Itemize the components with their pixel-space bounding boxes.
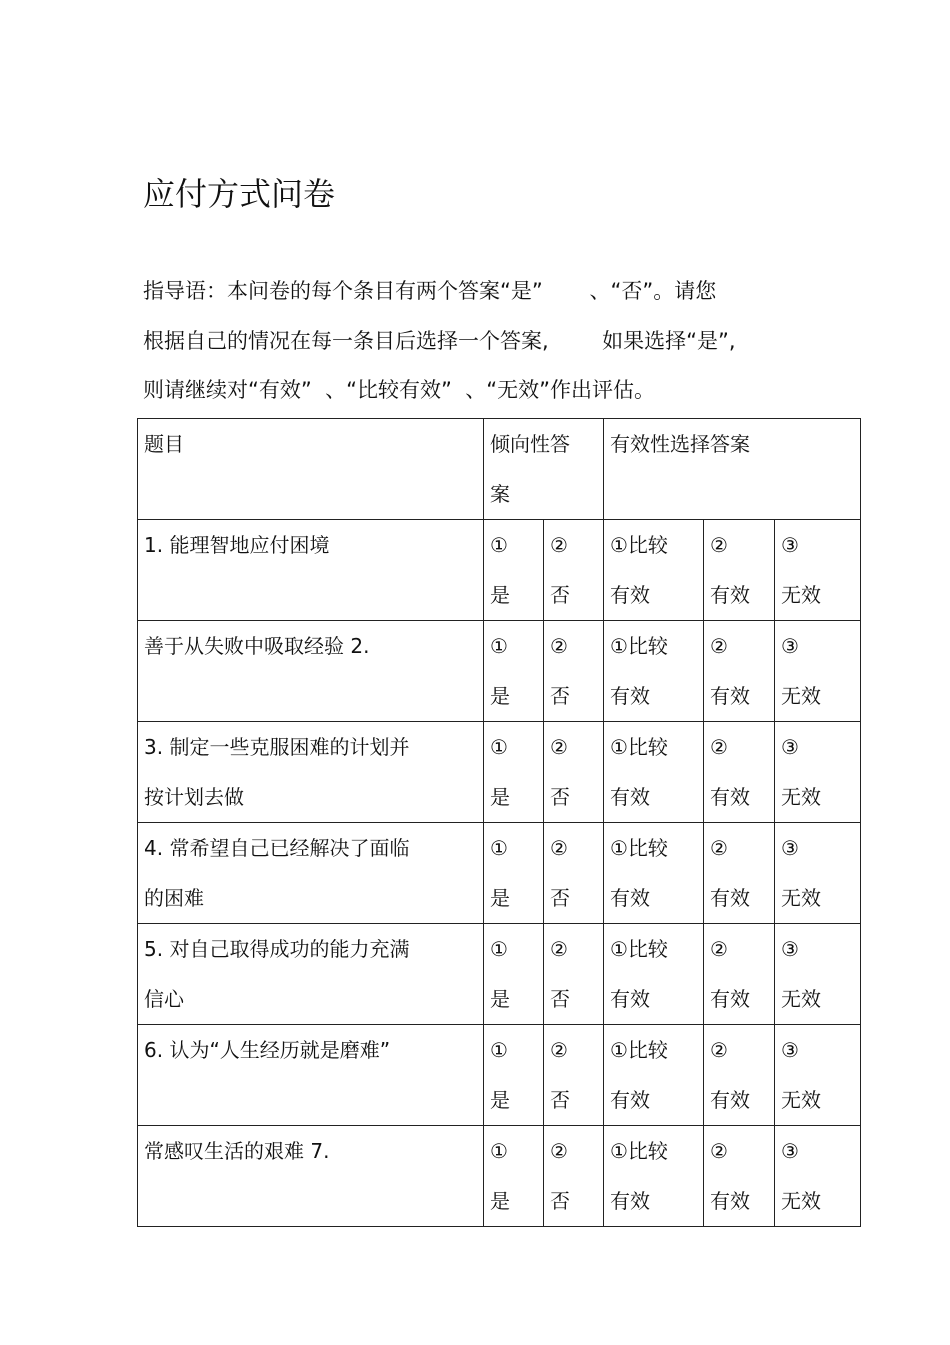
option-label: ② (710, 1139, 728, 1163)
option-yes-cell[interactable] (484, 1025, 544, 1126)
option-label: ③ (781, 1038, 799, 1062)
option-label: 是 (490, 1189, 510, 1213)
option-label: 有效 (710, 987, 750, 1011)
option-yes-cell[interactable] (484, 924, 544, 1025)
option-label: 是 (490, 583, 510, 607)
option-label: 有效 (710, 1189, 750, 1213)
option-more-effective-cell[interactable] (604, 520, 704, 621)
option-effective-cell[interactable] (704, 621, 775, 722)
option-effective-cell[interactable] (704, 924, 775, 1025)
option-yes-cell[interactable] (484, 520, 544, 621)
option-effective-cell[interactable] (704, 1025, 775, 1126)
header-item: 题目 (138, 419, 484, 520)
option-more-effective-cell[interactable] (604, 1025, 704, 1126)
option-label: ①比较 (610, 735, 668, 759)
option-label: ② (710, 634, 728, 658)
option-label: 有效 (610, 987, 650, 1011)
table-row (138, 924, 861, 1025)
option-label: ① (490, 937, 508, 961)
option-effective-cell[interactable] (704, 520, 775, 621)
option-ineffective-cell[interactable] (775, 823, 861, 924)
option-yes-cell[interactable] (484, 621, 544, 722)
option-label: ② (710, 735, 728, 759)
option-no-cell[interactable] (544, 621, 604, 722)
table-row (138, 1126, 861, 1227)
option-label: 有效 (610, 1189, 650, 1213)
option-effective-cell[interactable] (704, 1126, 775, 1227)
option-label: ①比较 (610, 1139, 668, 1163)
option-label: ③ (781, 533, 799, 557)
option-label: 有效 (610, 583, 650, 607)
question-cell (138, 722, 484, 823)
option-label: ① (490, 634, 508, 658)
option-label: ①比较 (610, 634, 668, 658)
option-label: 否 (550, 1088, 570, 1112)
option-label: 是 (490, 987, 510, 1011)
question-cell (138, 924, 484, 1025)
questionnaire-table (137, 418, 861, 1227)
question-text: 5. 对自己取得成功的能力充满 (144, 937, 410, 961)
option-label: ③ (781, 1139, 799, 1163)
option-effective-cell[interactable] (704, 823, 775, 924)
option-label: ② (710, 533, 728, 557)
option-label: 无效 (781, 1189, 821, 1213)
option-label: ①比较 (610, 1038, 668, 1062)
option-yes-cell[interactable] (484, 722, 544, 823)
option-label: ③ (781, 836, 799, 860)
header-tendency: 倾向性答 案 (484, 419, 604, 520)
question-cell (138, 1126, 484, 1227)
option-no-cell[interactable] (544, 1025, 604, 1126)
option-label: ③ (781, 937, 799, 961)
option-label: 无效 (781, 987, 821, 1011)
question-cell (138, 1025, 484, 1126)
option-more-effective-cell[interactable] (604, 1126, 704, 1227)
option-label: ② (710, 836, 728, 860)
option-label: 否 (550, 785, 570, 809)
option-ineffective-cell[interactable] (775, 1025, 861, 1126)
option-ineffective-cell[interactable] (775, 924, 861, 1025)
intro-line-1: 指导语：本问卷的每个条目有两个答案“是” 、“否”。请您 (143, 279, 717, 303)
intro-line-3: 则请继续对“有效” 、“比较有效” 、“无效”作出评估。 (143, 378, 655, 402)
question-text: 常感叹生活的艰难 7. (144, 1139, 330, 1163)
option-label: 是 (490, 886, 510, 910)
option-label: 无效 (781, 1088, 821, 1112)
option-label: ① (490, 533, 508, 557)
option-label: ③ (781, 735, 799, 759)
option-label: 有效 (610, 1088, 650, 1112)
document-title: 应付方式问卷 (143, 175, 336, 213)
option-label: 否 (550, 684, 570, 708)
table-row (138, 722, 861, 823)
option-yes-cell[interactable] (484, 1126, 544, 1227)
option-label: ② (550, 1038, 568, 1062)
option-label: 否 (550, 583, 570, 607)
option-label: 有效 (710, 886, 750, 910)
option-yes-cell[interactable] (484, 823, 544, 924)
option-label: 无效 (781, 886, 821, 910)
option-ineffective-cell[interactable] (775, 621, 861, 722)
option-label: ② (550, 533, 568, 557)
question-text: 的困难 (144, 886, 204, 910)
option-label: 是 (490, 1088, 510, 1112)
option-label: 无效 (781, 583, 821, 607)
option-label: ② (710, 937, 728, 961)
question-text: 4. 常希望自己已经解决了面临 (144, 836, 410, 860)
option-label: 有效 (710, 583, 750, 607)
option-label: 有效 (610, 684, 650, 708)
option-label: 有效 (610, 785, 650, 809)
option-label: 有效 (710, 785, 750, 809)
question-text: 信心 (144, 987, 184, 1011)
option-more-effective-cell[interactable] (604, 823, 704, 924)
header-effectiveness: 有效性选择答案 (604, 419, 861, 520)
option-label: ② (550, 634, 568, 658)
table-row (138, 823, 861, 924)
option-no-cell[interactable] (544, 924, 604, 1025)
option-label: 有效 (710, 1088, 750, 1112)
question-cell (138, 621, 484, 722)
question-text: 6. 认为“人生经历就是磨难” (144, 1038, 391, 1062)
option-label: ① (490, 836, 508, 860)
question-text: 善于从失败中吸取经验 2. (144, 634, 370, 658)
option-label: 否 (550, 886, 570, 910)
question-cell (138, 823, 484, 924)
table-header-row (138, 419, 861, 520)
option-ineffective-cell[interactable] (775, 722, 861, 823)
option-label: ② (550, 937, 568, 961)
option-label: ①比较 (610, 836, 668, 860)
option-no-cell[interactable] (544, 823, 604, 924)
option-label: ①比较 (610, 533, 668, 557)
option-label: ② (550, 1139, 568, 1163)
question-text: 1. 能理智地应付困境 (144, 533, 330, 557)
option-label: 是 (490, 684, 510, 708)
option-label: 否 (550, 987, 570, 1011)
question-text: 按计划去做 (144, 785, 244, 809)
table-row (138, 1025, 861, 1126)
option-more-effective-cell[interactable] (604, 722, 704, 823)
table-row (138, 520, 861, 621)
option-label: 有效 (710, 684, 750, 708)
option-label: ① (490, 1139, 508, 1163)
option-effective-cell[interactable] (704, 722, 775, 823)
question-cell (138, 520, 484, 621)
option-label: ② (710, 1038, 728, 1062)
option-label: 是 (490, 785, 510, 809)
intro-line-2: 根据自己的情况在每一条目后选择一个答案, 如果选择“是”, (143, 329, 736, 353)
option-label: 有效 (610, 886, 650, 910)
option-no-cell[interactable] (544, 722, 604, 823)
table-row (138, 621, 861, 722)
option-label: ② (550, 836, 568, 860)
option-label: ① (490, 735, 508, 759)
option-label: 无效 (781, 785, 821, 809)
option-label: ③ (781, 634, 799, 658)
option-label: ② (550, 735, 568, 759)
option-more-effective-cell[interactable] (604, 621, 704, 722)
option-label: 否 (550, 1189, 570, 1213)
option-no-cell[interactable] (544, 1126, 604, 1227)
option-ineffective-cell[interactable] (775, 520, 861, 621)
option-label: ① (490, 1038, 508, 1062)
question-text: 3. 制定一些克服困难的计划并 (144, 735, 410, 759)
option-ineffective-cell[interactable] (775, 1126, 861, 1227)
option-more-effective-cell[interactable] (604, 924, 704, 1025)
option-no-cell[interactable] (544, 520, 604, 621)
option-label: 无效 (781, 684, 821, 708)
option-label: ①比较 (610, 937, 668, 961)
